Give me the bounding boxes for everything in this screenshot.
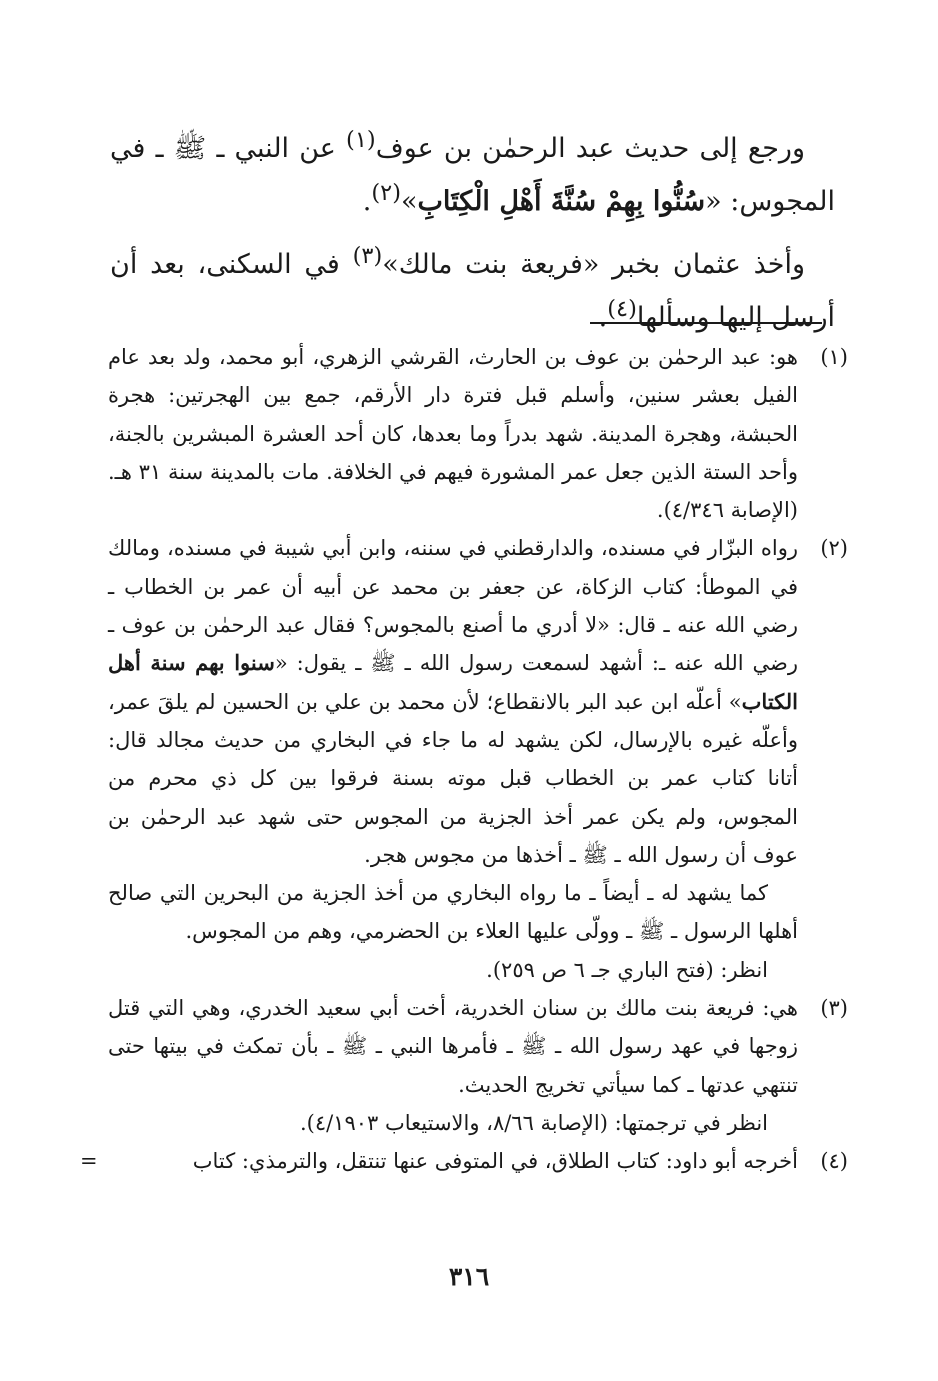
main-text-span: عن النبي ـ ﷺ ـ في المجوس: « [110,133,835,217]
footnote-ref[interactable]: (٣) [352,243,383,269]
footnote-text-span: رواه البزّار في مسنده، والدارقطني في سننه، وابن أبي شيبة في مسنده، ومالك في الموطأ: كتاب الزكاة، عن جعفر بن محمد عن أبيه أن عمر بن الخطاب ـ رضي الله عنه ـ قال: «لا أدري ما أصنع بالمجوس؟ فقال عبد الرحمٰن بن عوف ـ رضي الله عنه ـ: أشهد لسمعت رسول الله ـ ﷺ ـ يقول: « [108,536,798,676]
main-text-span: ورجع إلى حديث عبد الرحمٰن بن عوف [375,133,805,164]
footnote-2 [108,529,848,989]
main-text-span: . [598,302,608,333]
footnote-number: (٢) [820,536,848,561]
main-text-span: » [400,186,418,217]
footnote-reference: انظر في ترجمتها: (الإصابة ٨/٦٦، والاستيعاب ٤/١٩٠٣). [299,1110,768,1135]
continuation-mark: = [80,1149,98,1174]
main-paragraph [110,234,835,340]
footnote-ref[interactable]: (١) [346,127,376,153]
footnote-1 [108,338,848,529]
footnote-text [108,529,798,874]
footnote-number: (١) [820,345,848,369]
hadith-quote: سنوا بهم سنة أهل الكتاب [108,650,798,714]
footnote-ref[interactable]: (٢) [371,180,401,206]
page-number: ٣١٦ [448,1262,490,1291]
footnote-number: (٤) [820,1149,848,1174]
footnote-divider [590,322,822,324]
main-text [110,118,835,350]
footnote-text: هو: عبد الرحمٰن بن عوف بن الحارث، القرشي الزهري، أبو محمد، ولد بعد عام الفيل بعشر سنين، وأسلم قبل فترة دار الأرقم، جمع بين الهجرتين: هجرة الحبشة، وهجرة المدينة. شهد بدراً وما بعدها، كان أحد العشرة المبشرين بالجنة، وأحد الستة الذين جعل عمر المشورة فيهم في الخلافة. مات بالمدينة سنة ٣١ هـ. (الإصابة ٤/٣٤٦). [108,345,799,523]
footnote-number: (٣) [820,996,848,1021]
footnote-text: كما يشهد له ـ أيضاً ـ ما رواه البخاري من أخذ الجزية من البحرين التي صالح أهلها الرسول ـ ﷺ ـ وولّى عليها العلاء بن الحضرمي، وهم من المجوس. [108,881,798,944]
footnote-text: هي: فريعة بنت مالك بن سنان الخدرية، أخت أبي سعيد الخدري، وهي التي قتل زوجها في عهد رسول الله ـ ﷺ ـ فأمرها النبي ـ ﷺ ـ بأن تمكث في بيتها حتى تنتهي عدتها ـ كما سيأتي تخريج الحديث. [108,996,798,1097]
main-text-span: في السكنى، بعد أن أرسل إليها وسألها [110,249,835,333]
footnote-text-span: » أعلّه ابن عبد البر بالانقطاع؛ لأن محمد بن علي بن الحسين لم يلقَ عمر، وأعلّه غيره بالإرسال، لكن يشهد له ما جاء في البخاري من حديث مجالد قال: أتانا كتاب عمر بن الخطاب قبل موته بسنة فرقوا بين كل ذي محرم من المجوس، ولم يكن عمر أخذ الجزية من المجوس حتى شهد عبد الرحمٰن بن عوف أن رسول الله ـ ﷺ ـ أخذها من مجوس هجر. [108,689,798,867]
main-text-span: . [362,186,372,217]
main-text-span: وأخذ عثمان بخبر «فريعة بنت مالك» [382,249,805,280]
footnote-reference: انظر: (فتح الباري جـ ٦ ص ٢٥٩). [486,957,768,982]
footnote-4 [80,1142,848,1180]
footnote-ref[interactable]: (٤) [607,296,637,322]
footnote-3 [108,989,848,1142]
hadith-quote: سُنُّوا بِهِمْ سُنَّةَ أَهْلِ الْكِتَابِ [417,186,706,217]
footnotes [80,338,848,1181]
main-paragraph [110,118,835,224]
footnote-text: أخرجه أبو داود: كتاب الطلاق، في المتوفى عنها تنتقل، والترمذي: كتاب [192,1149,798,1174]
